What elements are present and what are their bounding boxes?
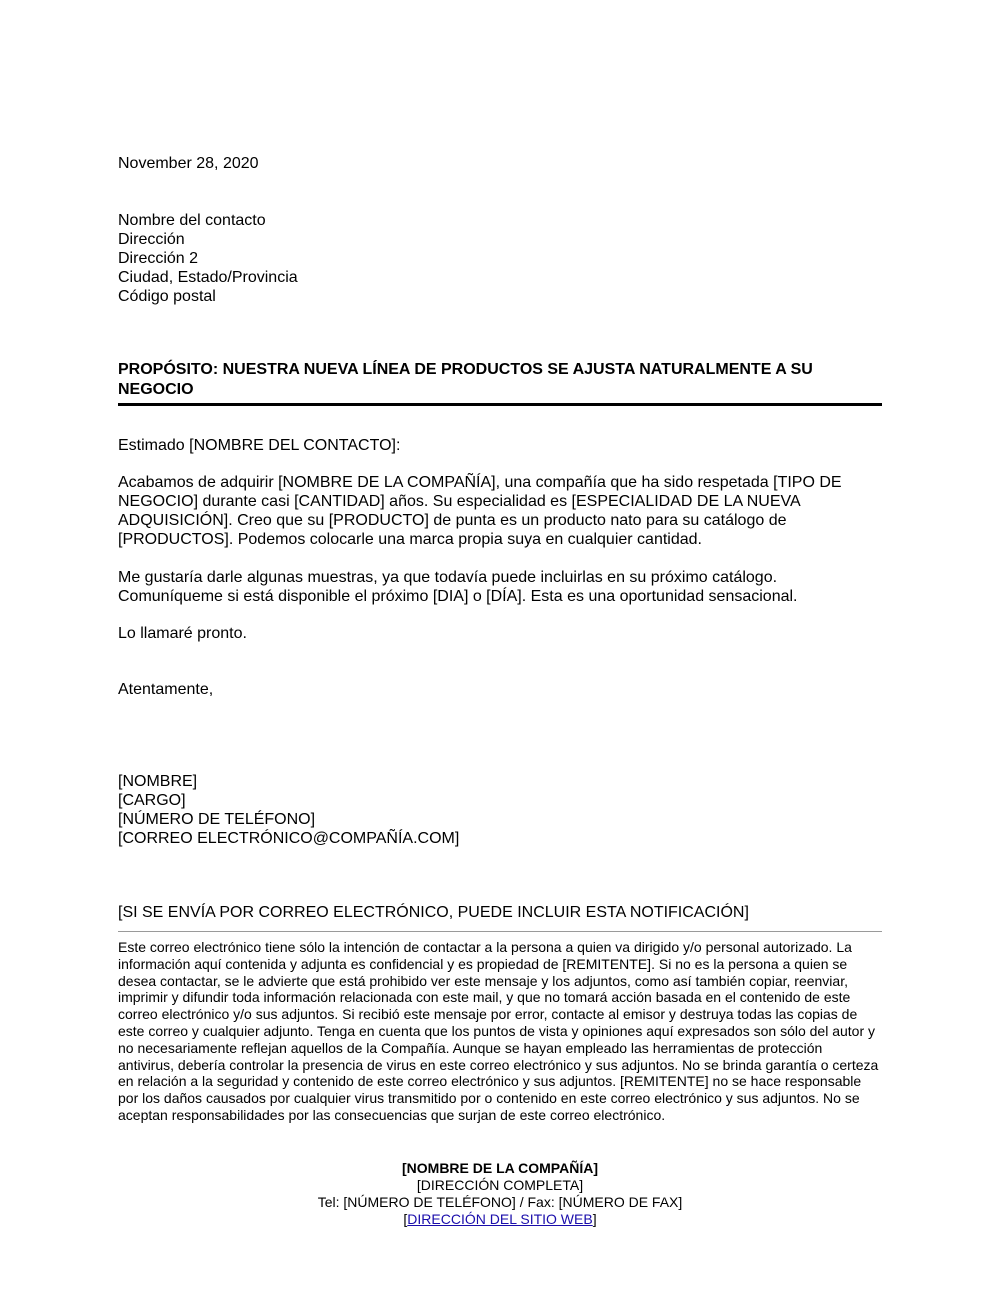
email-notice-heading: [SI SE ENVÍA POR CORREO ELECTRÓNICO, PUEDE INCLUIR ESTA NOTIFICACIÓN] xyxy=(118,904,749,921)
body-paragraph-3: Lo llamaré pronto. xyxy=(118,625,247,642)
purpose-heading xyxy=(118,360,882,400)
company-footer xyxy=(118,1160,882,1228)
purpose-heading-line2: NEGOCIO xyxy=(118,381,194,398)
footer-address: [DIRECCIÓN COMPLETA] xyxy=(416,1177,584,1193)
signature-block xyxy=(118,772,882,848)
recipient-name: Nombre del contacto xyxy=(118,212,266,229)
signature-name: [NOMBRE] xyxy=(118,773,198,790)
footer-bracket-close: ] xyxy=(592,1211,597,1227)
email-disclaimer: Este correo electrónico tiene sólo la intención de contactar a la persona a quien va dirigido y/o personal autorizado. La información aquí contenida y adjunta es confidencial y es propiedad de [REMITENTE]. Si no es la persona a quien se desea contactar, se le advierte que está prohibido ver este mensaje y los adjuntos, como así también copiar, reenviar, imprimir y difundir toda información relacionada con este mail, y que no tomará acción basada en el contenido de este correo electrónico y/o sus adjuntos. Si recibió este mensaje por error, contacte al emisor y destruya todas las copias de este correo y cualquier adjunto. Tenga en cuenta que los puntos de vista y opiniones aquí expresados son sólo del autor y no necesariamente reflejan aquellos de la Compañía. Aunque se hayan empleado las herramientas de protección antivirus, debería controlar la presencia de virus en este correo electrónico y sus adjuntos. No se brinda garantía o certeza en relación a la seguridad y contenido de este correo electrónico y sus adjuntos. [REMITENTE] no se hace responsable por los daños causados por cualquier virus transmitido por o contenido en este correo electrónico y sus adjuntos. No se aceptan responsabilidades por las consecuencias que surjan de este correo electrónico. xyxy=(118,939,879,1123)
greeting: Estimado [NOMBRE DEL CONTACTO]: xyxy=(118,437,401,454)
footer-website-line xyxy=(118,1211,882,1228)
recipient-city-state: Ciudad, Estado/Provincia xyxy=(118,269,298,286)
footer-bracket-open: [ xyxy=(403,1211,408,1227)
purpose-heading-line1: PROPÓSITO: NUESTRA NUEVA LÍNEA DE PRODUCTOS SE AJUSTA NATURALMENTE A SU xyxy=(118,361,813,378)
signature-title: [CARGO] xyxy=(118,792,186,809)
footer-contact: Tel: [NÚMERO DE TELÉFONO] / Fax: [NÚMERO DE FAX] xyxy=(317,1194,683,1210)
footer-company-name: [NOMBRE DE LA COMPAÑÍA] xyxy=(402,1160,598,1176)
email-notice-divider xyxy=(118,931,882,932)
letter-date: November 28, 2020 xyxy=(118,155,259,172)
recipient-address-line1: Dirección xyxy=(118,231,185,248)
signature-email: [CORREO ELECTRÓNICO@COMPAÑÍA.COM] xyxy=(118,830,460,847)
website-link[interactable]: DIRECCIÓN DEL SITIO WEB xyxy=(407,1211,593,1227)
recipient-postal-code: Código postal xyxy=(118,288,216,305)
body-paragraph-1: Acabamos de adquirir [NOMBRE DE LA COMPAÑÍA], una compañía que ha sido respetada [TIPO DE NEGOCIO] durante casi [CANTIDAD] años. Su especialidad es [ESPECIALIDAD DE LA NUEVA ADQUISICIÓN]. Creo que su [PRODUCTO] de punta es un producto nato para su catálogo de [PRODUCTOS]. Podemos colocarle una marca propia suya en cualquier cantidad. xyxy=(118,474,842,548)
closing: Atentamente, xyxy=(118,681,214,698)
recipient-address xyxy=(118,211,882,306)
body-paragraph-2: Me gustaría darle algunas muestras, ya que todavía puede incluirlas en su próximo catálogo. Comuníqueme si está disponible el próximo [DIA] o [DÍA]. Esta es una oportunidad sensacional. xyxy=(118,569,798,605)
purpose-divider xyxy=(118,403,882,406)
signature-phone: [NÚMERO DE TELÉFONO] xyxy=(118,811,316,828)
recipient-address-line2: Dirección 2 xyxy=(118,250,199,267)
